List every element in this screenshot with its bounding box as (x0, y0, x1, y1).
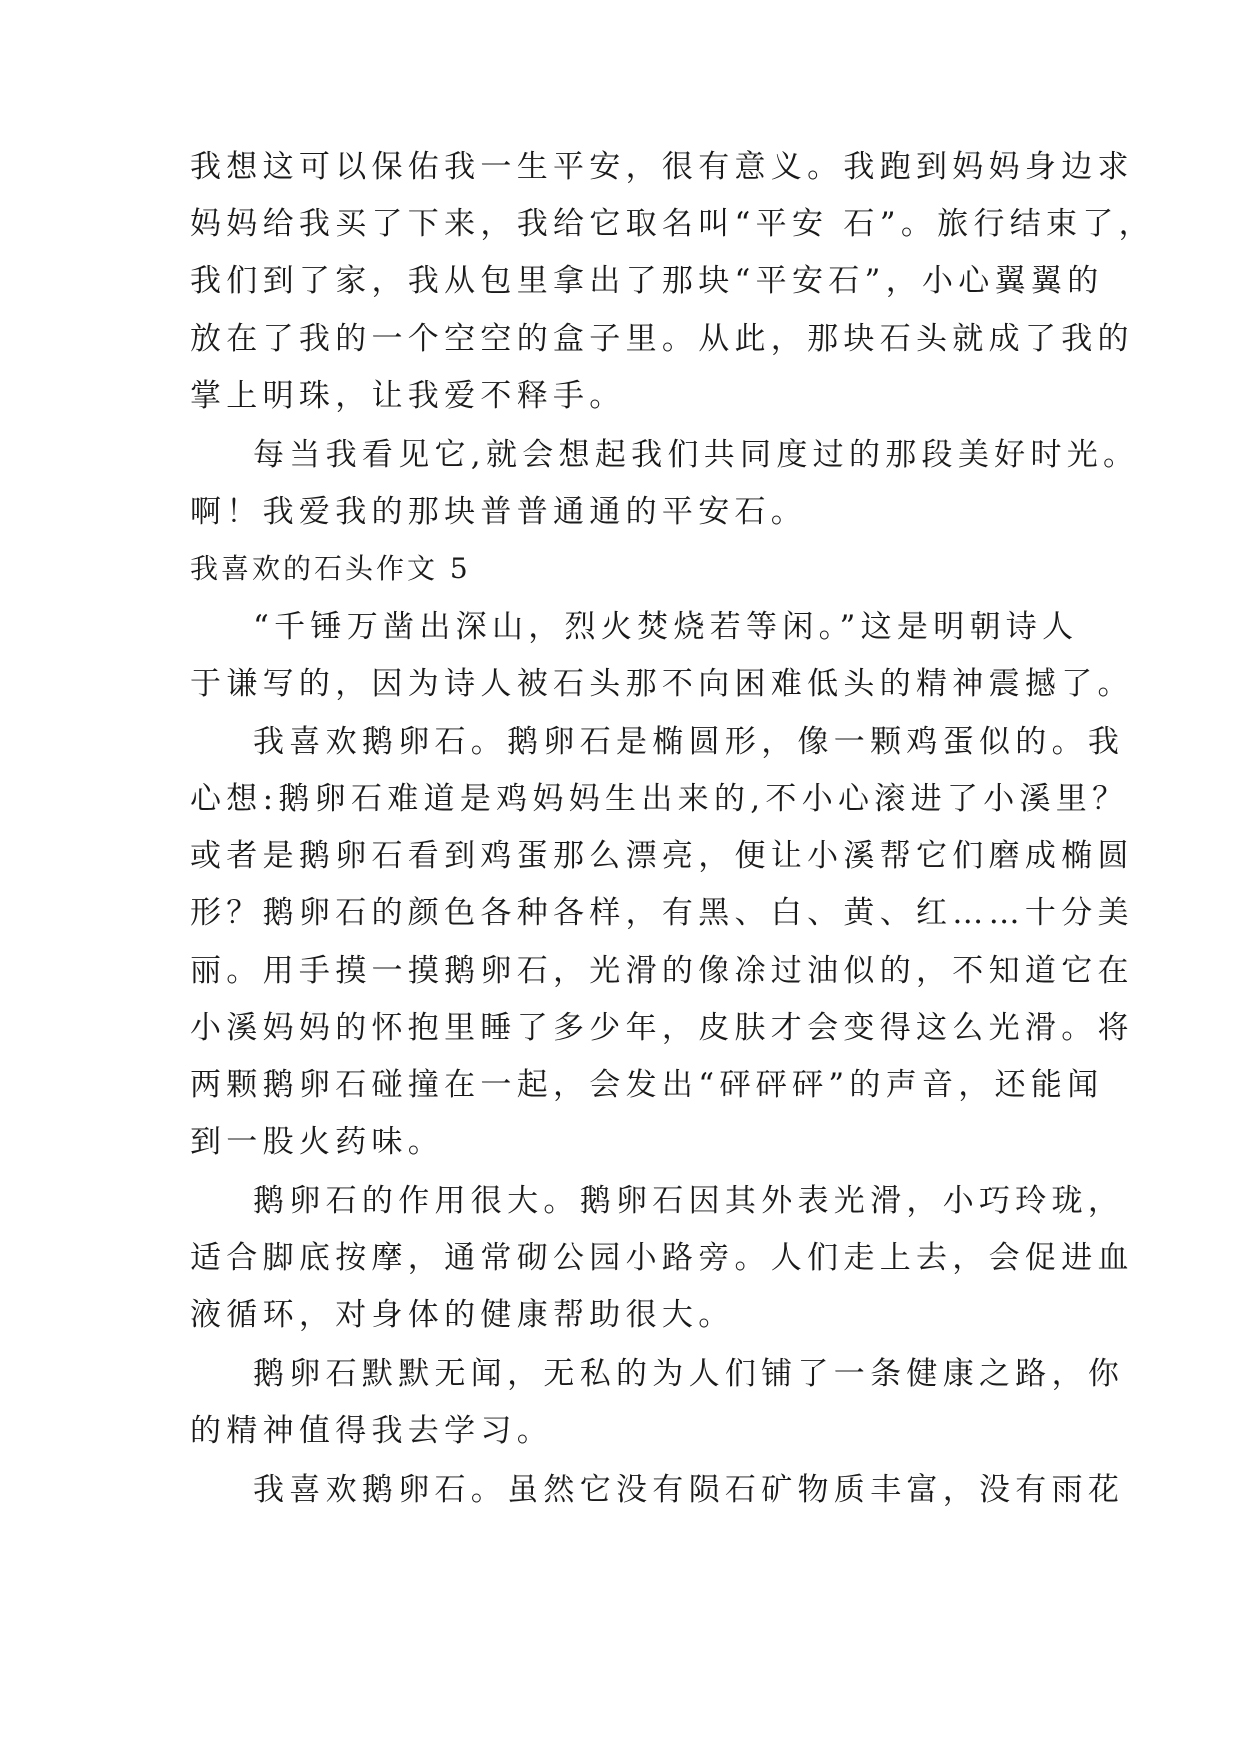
text-line: 啊！我爱我的那块普普通通的平安石。 (190, 494, 808, 530)
text-line: 我们到了家，我从包里拿出了那块“平安石”，小心翼翼的 (190, 263, 1104, 299)
text-line: 适合脚底按摩，通常砌公园小路旁。人们走上去，会促进血 (190, 1240, 1134, 1276)
text-line: 形？鹅卵石的颜色各种各样，有黑、白、黄、红……十分美 (190, 895, 1134, 931)
text-line: 鹅卵石默默无闻，无私的为人们铺了一条健康之路，你 (253, 1356, 1125, 1392)
text-line: 我喜欢鹅卵石。鹅卵石是椭圆形，像一颗鸡蛋似的。我 (253, 724, 1125, 760)
text-line: 鹅卵石的作用很大。鹅卵石因其外表光滑，小巧玲珑， (253, 1183, 1125, 1219)
text-line: 我喜欢鹅卵石。虽然它没有陨石矿物质丰富，没有雨花 (253, 1472, 1125, 1508)
text-line: 每当我看见它,就会想起我们共同度过的那段美好时光。 (253, 437, 1140, 473)
text-line: 或者是鹅卵石看到鸡蛋那么漂亮，便让小溪帮它们磨成椭圆 (190, 838, 1134, 874)
text-line: 液循环，对身体的健康帮助很大。 (190, 1297, 735, 1333)
section-heading: 我喜欢的石头作文 5 (190, 552, 471, 585)
text-line: 掌上明珠，让我爱不释手。 (190, 378, 626, 414)
text-line: 小溪妈妈的怀抱里睡了多少年，皮肤才会变得这么光滑。将 (190, 1010, 1134, 1046)
text-line: 放在了我的一个空空的盒子里。从此，那块石头就成了我的 (190, 321, 1134, 357)
text-line: 我想这可以保佑我一生平安，很有意义。我跑到妈妈身边求 (190, 149, 1134, 185)
text-line: 心想:鹅卵石难道是鸡妈妈生出来的,不小心滚进了小溪里？ (190, 781, 1129, 817)
text-line: 妈妈给我买了下来，我给它取名叫“平安 石”。旅行结束了， (190, 206, 1155, 242)
text-line: 到一股火药味。 (190, 1124, 445, 1160)
text-line: 两颗鹅卵石碰撞在一起，会发出“砰砰砰”的声音，还能闻 (190, 1067, 1104, 1103)
text-line: “千锤万凿出深山，烈火焚烧若等闲。”这是明朝诗人 (253, 609, 1079, 645)
text-line: 丽。用手摸一摸鹅卵石，光滑的像凃过油似的，不知道它在 (190, 953, 1134, 989)
text-line: 于谦写的，因为诗人被石头那不向困难低头的精神震撼了。 (190, 666, 1134, 702)
text-line: 的精神值得我去学习。 (190, 1413, 553, 1449)
